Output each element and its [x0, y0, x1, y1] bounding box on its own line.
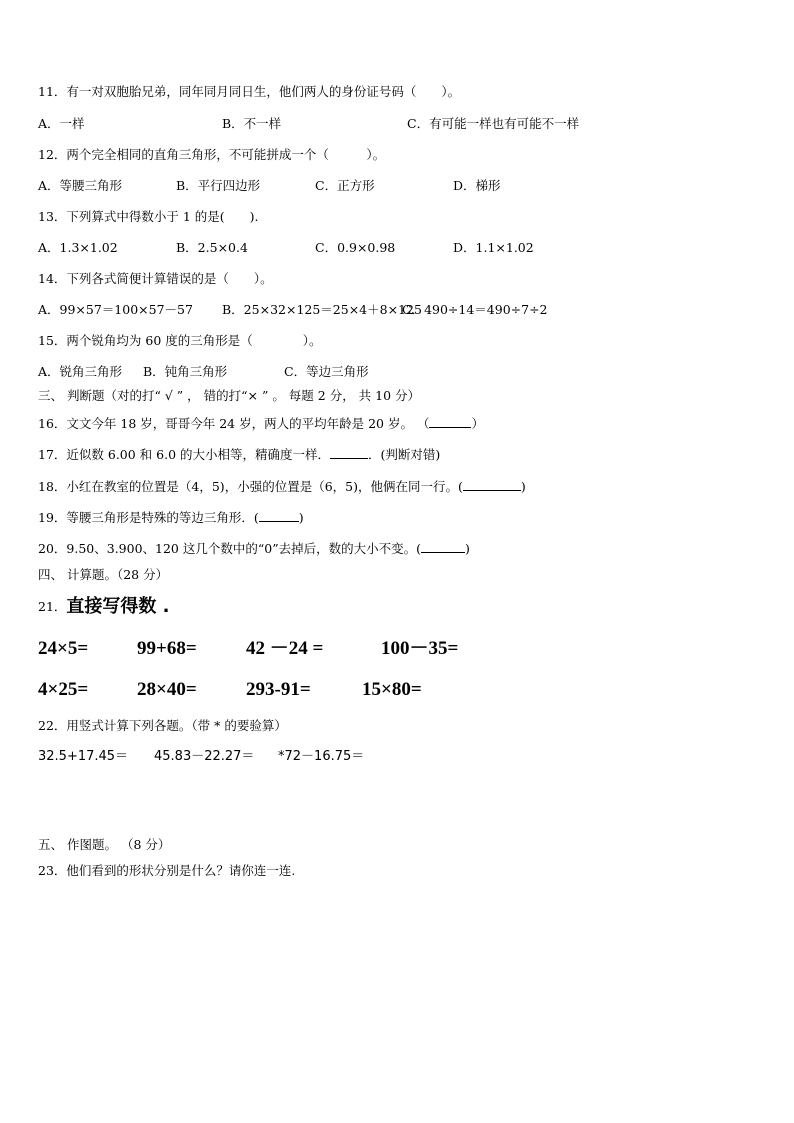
- q21-r2-c3: 293-91=: [246, 679, 311, 700]
- q12-option-a: A．等腰三角形: [38, 178, 123, 193]
- q12-option-b: B．平行四边形: [176, 178, 261, 193]
- q21-r1-c3: 42 －24 =: [246, 638, 324, 659]
- q17-end: ．(判断对错): [368, 447, 441, 462]
- q13-stem: 13．下列算式中得数小于 1 的是( ).: [38, 209, 259, 224]
- q20-end: ): [464, 541, 470, 556]
- q17: [38, 447, 440, 463]
- q16-text: 16．文文今年 18 岁，哥哥今年 24 岁，两人的平均年龄是 20 岁。 （: [38, 416, 430, 431]
- q11-option-a: A．一样: [38, 116, 85, 131]
- q21-r1-c1: 24×5=: [38, 638, 89, 659]
- q14-stem: 14．下列各式简便计算错误的是（ ）。: [38, 271, 273, 286]
- q16: [38, 416, 484, 432]
- q21-r2-c2: 28×40=: [137, 679, 197, 700]
- q13-option-c: C．0.9×0.98: [315, 240, 396, 255]
- q21-label: 21．: [38, 599, 67, 614]
- q18-text: 18．小红在教室的位置是（4，5)，小强的位置是（6，5)，他俩在同一行。(: [38, 479, 463, 494]
- q11-stem: 11．有一对双胞胎兄弟，同年同月同日生，他们两人的身份证号码（ ）。: [38, 84, 461, 99]
- q18-end: ): [520, 479, 526, 494]
- q21-r1-c2: 99+68=: [137, 638, 197, 659]
- q19: [38, 510, 304, 526]
- q21-title: 直接写得数 .: [66, 596, 170, 617]
- q14-option-c: C．490÷14＝490÷7÷2: [402, 302, 548, 317]
- q12-option-d: D．梯形: [453, 178, 501, 193]
- q22-item-1: 32.5+17.45＝: [38, 749, 129, 764]
- q22-item-2: 45.83－22.27＝: [154, 749, 255, 764]
- q21-r2-c4: 15×80=: [362, 679, 422, 700]
- q19-answer-blank[interactable]: [259, 521, 299, 522]
- q16-answer-blank[interactable]: [429, 427, 471, 428]
- q21-r1-c4: 100－35=: [381, 638, 459, 659]
- q16-end: ）: [471, 416, 484, 431]
- q13-option-a: A．1.3×1.02: [38, 240, 118, 255]
- q20-answer-blank[interactable]: [421, 552, 465, 553]
- q18-answer-blank[interactable]: [463, 490, 521, 491]
- q12-stem: 12．两个完全相同的直角三角形，不可能拼成一个（ ）。: [38, 147, 386, 162]
- q17-answer-blank[interactable]: [330, 458, 368, 459]
- q13-option-b: B．2.5×0.4: [176, 240, 248, 255]
- q11-option-c: C．有可能一样也有可能不一样: [407, 116, 580, 131]
- q22-stem: 22．用竖式计算下列各题。（带 * 的要验算）: [38, 718, 287, 733]
- q15-option-a: A．锐角三角形: [38, 364, 123, 379]
- q14-option-a: A．99×57＝100×57－57: [38, 302, 193, 317]
- q13-option-d: D．1.1×1.02: [453, 240, 534, 255]
- q17-text: 17．近似数 6.00 和 6.0 的大小相等，精确度一样．: [38, 447, 331, 462]
- q21-header: [38, 596, 170, 618]
- q12-option-c: C．正方形: [315, 178, 375, 193]
- q20: [38, 541, 470, 557]
- q19-end: ): [298, 510, 304, 525]
- q15-option-c: C．等边三角形: [284, 364, 369, 379]
- q23-stem: 23．他们看到的形状分别是什么？请你连一连.: [38, 863, 296, 878]
- section4-heading: 四、 计算题。（28 分）: [38, 567, 169, 582]
- section5-heading: 五、 作图题。 （8 分）: [38, 837, 171, 852]
- q20-text: 20．9.50、3.900、120 这几个数中的“0”去掉后，数的大小不变。(: [38, 541, 421, 556]
- q19-text: 19．等腰三角形是特殊的等边三角形．(: [38, 510, 259, 525]
- q22-item-3: *72－16.75＝: [278, 749, 365, 764]
- q21-r2-c1: 4×25=: [38, 679, 89, 700]
- q15-option-b: B．钝角三角形: [143, 364, 228, 379]
- section3-heading: 三、 判断题（对的打“ √ ” ， 错的打“× ” 。 每题 2 分， 共 10 分）: [38, 388, 421, 403]
- q18: [38, 479, 526, 495]
- q15-stem: 15．两个锐角均为 60 度的三角形是（ ）。: [38, 333, 322, 348]
- q14-option-b: B．25×32×125＝25×4＋8×125: [222, 302, 422, 317]
- q11-option-b: B．不一样: [222, 116, 282, 131]
